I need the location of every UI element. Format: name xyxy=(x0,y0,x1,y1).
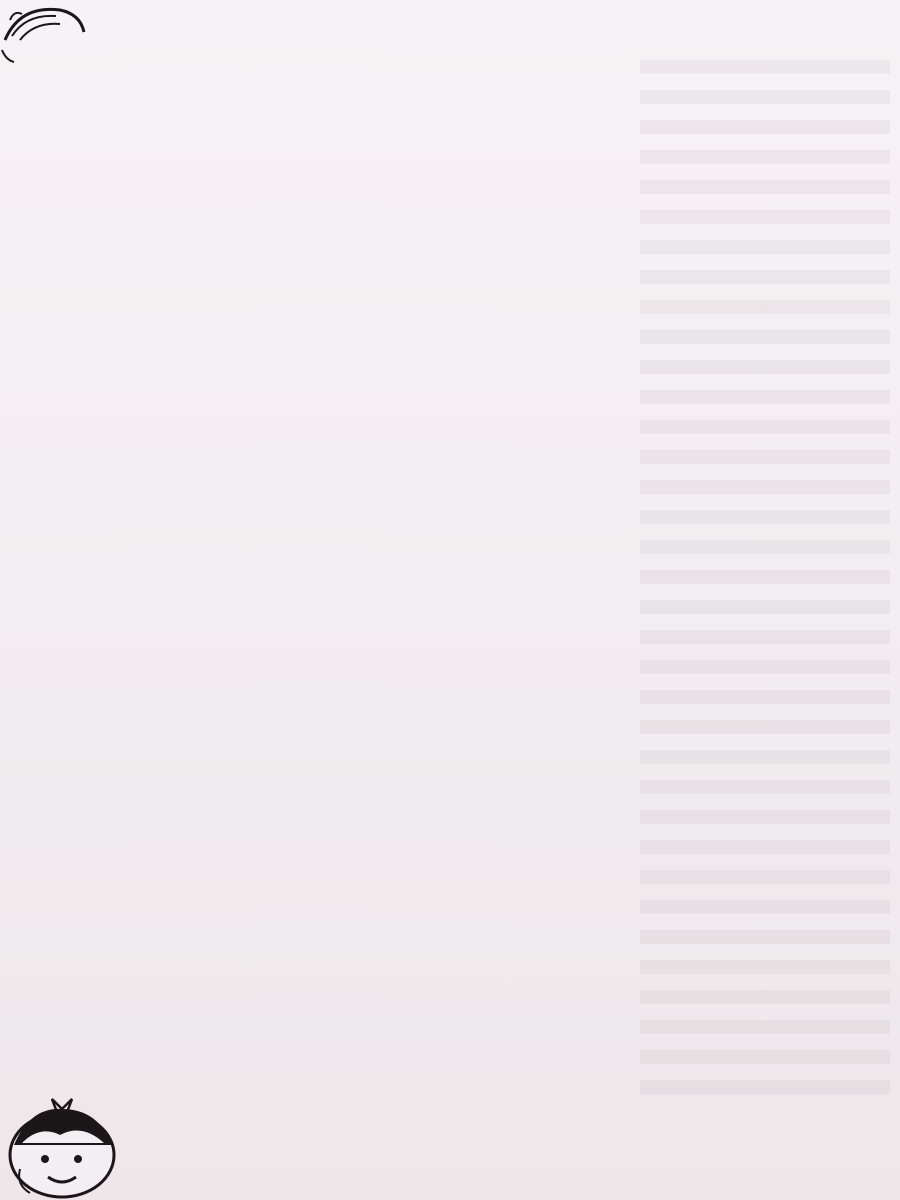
top-dot-border xyxy=(80,22,880,46)
text-line xyxy=(116,892,864,925)
text-line xyxy=(116,1055,864,1088)
text-line xyxy=(116,599,864,632)
text-line xyxy=(116,305,864,338)
text-line xyxy=(116,1022,864,1055)
text-line xyxy=(116,338,864,371)
body-text xyxy=(116,77,864,1185)
text-line xyxy=(116,110,864,143)
text-line xyxy=(116,827,864,860)
text-line xyxy=(116,240,864,273)
text-line xyxy=(116,1120,864,1153)
girl-head-ornament-icon xyxy=(0,0,90,70)
text-line xyxy=(116,1087,864,1120)
text-line xyxy=(116,566,864,599)
text-line xyxy=(116,664,864,697)
text-line xyxy=(116,468,864,501)
text-line xyxy=(116,761,864,794)
text-line xyxy=(116,273,864,306)
text-line xyxy=(116,436,864,469)
text-line xyxy=(116,631,864,664)
text-line xyxy=(116,403,864,436)
text-line xyxy=(116,1153,864,1186)
text-line xyxy=(116,533,864,566)
text-line xyxy=(116,859,864,892)
text-line xyxy=(116,957,864,990)
text-line xyxy=(116,77,864,110)
text-line xyxy=(116,794,864,827)
text-line xyxy=(116,990,864,1023)
text-line xyxy=(116,924,864,957)
text-line xyxy=(116,175,864,208)
text-line xyxy=(116,207,864,240)
left-dot-border xyxy=(48,60,74,1090)
text-line xyxy=(116,370,864,403)
text-line xyxy=(116,729,864,762)
text-line xyxy=(116,696,864,729)
girl-face-ornament-icon xyxy=(0,1085,130,1200)
text-line xyxy=(116,142,864,175)
text-line xyxy=(116,501,864,534)
